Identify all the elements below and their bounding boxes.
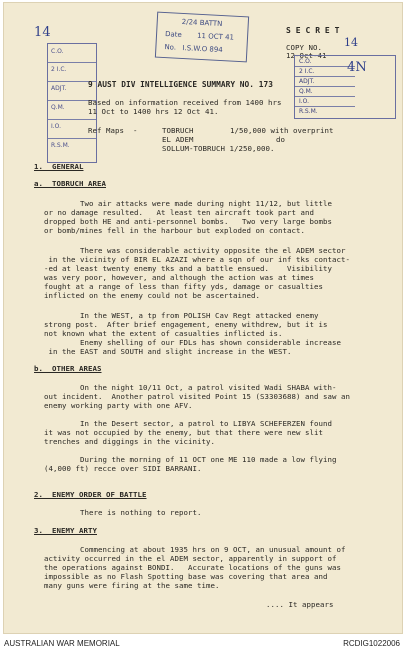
section-b-heading: b. OTHER AREAS: [34, 364, 102, 373]
ref-map-2-scale: do: [276, 135, 285, 144]
ref-map-3: SOLLUM-TOBRUCH 1/250,000.: [162, 144, 275, 153]
ref-maps-label: Ref Maps -: [88, 126, 138, 135]
continuation-text: .... It appears: [266, 600, 334, 609]
received-date-stamp: 2/24 BATTN Date 11 OCT 41 No. I.S.W.O 894: [155, 12, 249, 63]
handwritten-margin-mark: 4N: [347, 60, 367, 75]
routing-stamp: C.O. 2 I.C. ADJT. Q.M. I.O. R.S.M. 4N: [294, 55, 396, 119]
margin-routing-stamp: C.O. 2 I.C. ADJT. Q.M. I.O. R.S.M.: [47, 43, 97, 163]
document-date: 12-Oct-41: [286, 51, 327, 60]
basis-line-2: 11 Oct to 1400 hrs 12 Oct 41.: [88, 107, 219, 116]
handwritten-number: 14: [34, 25, 51, 40]
ref-map-1: TOBRUCH: [162, 126, 194, 135]
paragraph-order-of-battle: There is nothing to report.: [44, 508, 202, 517]
footer-source: AUSTRALIAN WAR MEMORIAL: [4, 639, 120, 648]
ref-map-2: EL ADEM: [162, 135, 194, 144]
section-a-heading: a. TOBRUCH AREA: [34, 179, 106, 188]
footer-identifier: RCDIG1022006: [343, 639, 400, 648]
copy-number-label: COPY NO.: [286, 43, 322, 52]
document-page: 14 2/24 BATTN Date 11 OCT 41 No. I.S.W.O 894 S E C R E T COPY NO. 14 12-Oct-41 C.O. 2 I.C. ADJT. Q.M. I.O. R.S.M. 4N C.O. 2 I.C. ADJT. Q.M. I.O. R.S.M. 9 AUST DIV INTELLIGENCE SUMMARY NO. 173 Based on information received from 1400 hrs 11 Oct to 1400 hrs 12 Oct 41. Ref Maps - TOBRUCH 1/50,000 with overprint EL ADEM do SOLLUM-TOBRUCH 1/250,000. 1. GENERAL a. TOBRUCH AREA Two air attacks were made during night 11/12, but little or no damage resulted. At least ten aircraft took part and dropped both HE and anti-personnel bombs. Two very large bombs or bomb/mines fell in the harbour but exploded on contact. There was considerable activity opposite the el ADEM sector in the vicinity of BIR EL AZAZI where a sqn of our inf tks contact- -ed at least twenty enemy tks and a battle ensued. Visibility was very poor, however, and although the action was at times fought at a range of less than fifty yds, damage or casualties inflicted on the enemy could not be ascertained. In the WEST, a tp from POLISH Cav Regt attacked enemy strong post. After brief engagement, enemy withdrew, but it is not known what the extent of casualties inflicted is. Enemy shelling of our FDLs has shown considerable increase in the EAST and SOUTH and slight increase in the WEST. b. OTHER AREAS On the night 10/11 Oct, a patrol visited Wadi SHABA with- out incident. Another patrol visited Point 15 (S3303688) and saw an enemy working party with one AFV. In the Desert sector, a patrol to LIBYA SCHEFERZEN found it was not occupied by the enemy, but that there were new slit trenches and diggings in the vicinity. During the morning of 11 OCT one ME 110 made a low flying (4,000 ft) recce over SIDI BARRANI. 2. ENEMY ORDER OF BATTLE There is nothing to report. 3. ENEMY ARTY Commencing at about 1935 hrs on 9 OCT, an unusual amount of activity occurred in the el ADEM sector, apparently in support of the operations against BONDI. Accurate locations of the guns was impossible as no Flash Spotting base was covering that area and many guns were firing at the same time. .... It appears: [3, 2, 403, 634]
document-title: 9 AUST DIV INTELLIGENCE SUMMARY NO. 173: [88, 80, 274, 89]
classification-label: S E C R E T: [286, 26, 340, 35]
section-3-heading: 3. ENEMY ARTY: [34, 526, 97, 535]
copy-number-value: 14: [344, 36, 359, 49]
archive-footer: [0, 634, 404, 653]
ref-map-1-scale: 1/50,000 with overprint: [230, 126, 334, 135]
section-2-heading: 2. ENEMY ORDER OF BATTLE: [34, 490, 147, 499]
basis-line-1: Based on information received from 1400 hrs: [88, 98, 282, 107]
section-1-heading: 1. GENERAL: [34, 162, 84, 171]
